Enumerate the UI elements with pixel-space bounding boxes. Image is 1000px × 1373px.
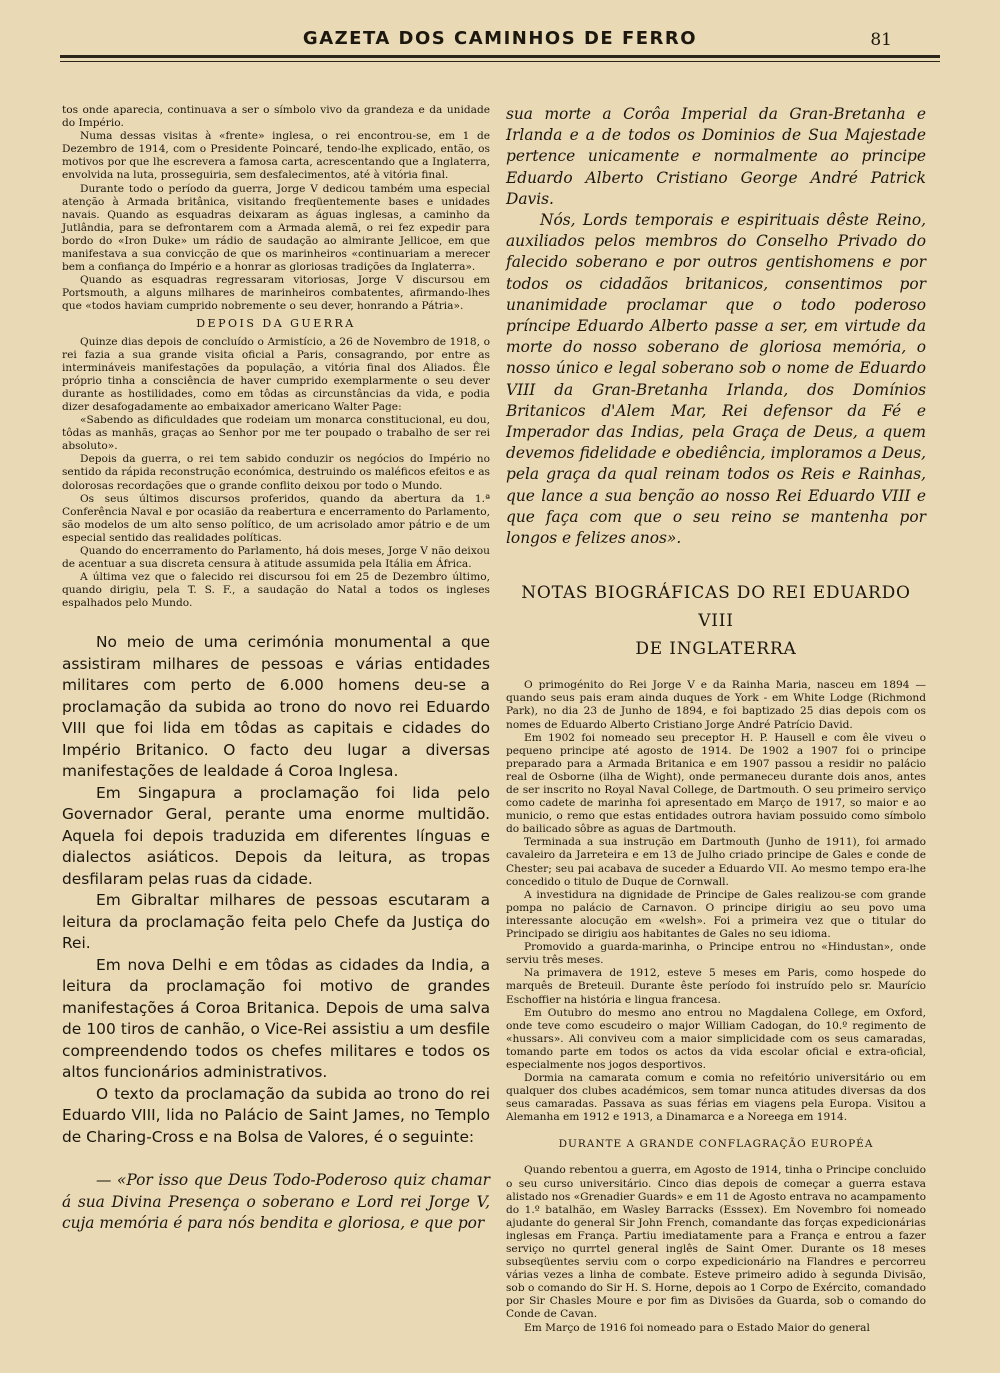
paragraph: Promovido a guarda-marinha, o Principe entrou no «Hindustan», onde serviu três meses. [506,941,926,967]
paragraph: Em Outubro do mesmo ano entrou no Magdalena College, em Oxford, onde teve como escudeiro o major William Cadogan, do 10.º regimento de «hussars». Ali conviveu com a maior simplicidade com os seus camaradas, tomando parte em todos os actos da vida escolar oficial e extra-oficial, especialmente nos jogos desportivos. [506,1006,926,1071]
header-rule [60,55,940,58]
paragraph: Em nova Delhi e em tôdas as cidades da India, a leitura da proclamação foi motivo de grandes manifestações á Coroa Britanica. Depois de uma salva de 100 tiros de canhão, o Vice-Rei assistiu a um desfile compreendendo todos os chefes militares e todos os altos funcionários administrativos. [62,955,490,1082]
paragraph: Depois da guerra, o rei tem sabido conduzir os negócios do Império no sentido da rápida reconstrução económica, destruindo os maléficos efeitos e as dolorosas recordações que o grande conflito deixou por todo o Mundo. [62,453,490,492]
paragraph: Na primavera de 1912, esteve 5 meses em Paris, como hospede do marquês de Breteuil. Durante êste período foi instruído pelo sr. Maurício Eschoffier na história e lingua francesa. [506,967,926,1006]
proclamation-text [62,1170,490,1234]
paragraph: Em Março de 1916 foi nomeado para o Estado Maior do general [524,1321,870,1334]
proclamation-quote-continued: sua morte a Corôa Imperial da Gran-Bretanha e Irlanda e a de todos os Dominios de Sua Majestade pertence unicamente e normalmente ao principe Eduardo Alberto Cristiano George André Patrick Davis. [506,105,926,208]
page-number: 81 [870,30,892,50]
paragraph: No meio de uma cerimónia monumental a que assistiram milhares de pessoas e várias entidades militares com perto de 6.000 homens deu-se a proclamação da subida ao trono do novo rei Eduardo VIII que foi lida em tôdas as capitais e cidades do Império Britanico. O facto deu lugar a diversas manifestações de lealdade á Coroa Inglesa. [62,633,490,781]
biography-title [506,579,926,663]
page-header [0,28,1000,52]
paragraph: tos onde aparecia, continuava a ser o símbolo vivo da grandeza e da unidade do Império. [62,104,490,130]
biography-title-line: NOTAS BIOGRÁFICAS DO REI EDUARDO VIII [521,583,911,632]
paragraph: Quando as esquadras regressaram vitoriosas, Jorge V discursou em Portsmouth, a alguns milhares de marinheiros combatentes, afirmando-lhes que «todos haviam cumprido nobremente o seu dever, honrando a Pátria». [62,274,490,313]
proclamation-article [62,632,490,1148]
proclamation-quote-paragraph: Nós, Lords temporais e espirituais dêste Reino, auxiliados pelos membros do Conselho Privado do falecido soberano e por outros gentishomens e por todos os cidadãos britanicos, consentimos por unanimidade proclamar que o todo poderoso príncipe Eduardo Alberto passe a ser, em virtude da morte do nosso soberano de gloriosa memória, o nosso único e legal soberano sob o nome de Eduardo VIII da Gran-Bretanha Irlanda, dos Domínios Britanicos d'Alem Mar, Rei defensor da Fé e Imperador das Indias, pela Graça de Deus, a quem devemos fidelidade e obediência, imploramos a Deus, pela graça da qual reinam todos os Reis e Rainhas, que lance a sua benção ao nosso Rei Eduardo VIII e que faça com que o seu reino se mantenha por longos e felizes anos». [506,211,926,548]
paragraph: Quando rebentou a guerra, em Agosto de 1914, tinha o Principe concluido o seu curso universitário. Cinco dias depois de começar a guerra estava alistado nos «Grenadier Guards» e em 11 de Agosto entrava no acampamento do 1.º batalhão, em Wasley Barracks (Esssex). Em Novembro foi nomeado ajudante do general Sir John French, comandante das forças expedicionárias inglesas em França. Partiu imediatamente para a França e entrou a fazer serviço no qurrtel general inglês de Saint Omer. Durante os 18 meses subseqüentes serviu com o corpo expedicionário na Flandres e percorreu várias vezes a linha de combate. Esteve primeiro adido à segunda Divisão, sob o comando do Sir H. S. Horne, depois ao 1 Corpo de Exército, comandado por Sir Chasles Moure e por fim as Divisões da Guarda, sob o comando do Conde de Cavan. [506,1164,926,1321]
paragraph: Em Singapura a proclamação foi lida pelo Governador Geral, perante uma enorme multidão. Aquela foi depois traduzida em diferentes línguas e dialectos asiáticos. Depois da leitura, as tropas desfilaram pelas ruas da cidade. [62,783,490,888]
paragraph: A última vez que o falecido rei discursou foi em 25 de Dezembro último, quando dirigiu, pela T. S. F., a saudação do Natal a todos os ingleses espalhados pelo Mundo. [62,571,490,610]
paragraph: Em 1902 foi nomeado seu preceptor H. P. Hausell e com êle viveu o pequeno principe até agosto de 1914. De 1902 a 1907 foi o principe preparado para a Armada Britanica e em 1907 passou a residir no palácio real de Osborne (ilha de Wight), onde permaneceu durante dois anos, antes de ser inscrito no Royal Naval College, de Dartmouth. O seu primeiro serviço como cadete de marinha foi apresentado em Março de 1917, so maior e ao municio, o remo que estas entidades outrora haviam possuido como símbolo do bailicado sôbre as aguas de Dartmouth. [506,731,926,836]
proclamation-text-continued [506,104,926,549]
paragraph: A investidura na dignidade de Principe de Gales realizou-se com grande pompa no palácio de Carnavon. O principe dirigiu ao seu povo uma interessante alocução em «welsh». Foi a primeira vez que o titular do Principado se dirigiu aos habitantes de Gales no seu idioma. [506,888,926,941]
king-george-article-continued [62,104,490,610]
biography-title-line: DE INGLATERRA [635,639,797,660]
paragraph: O primogénito do Rei Jorge V e da Rainha Maria, nasceu em 1894 — quando seus pais eram ainda duques de York - em White Lodge (Richmond Park), no dia 23 de Junho de 1894, e foi baptizado 25 dias depois com os nomes de Eduardo Alberto Cristiano Jorge André Patrício David. [506,679,926,731]
right-column [506,104,926,1335]
paragraph: Dormia na camarata comum e comia no refeitório universitário ou em qualquer dos clubes académicos, sem tomar nunca atitudes diversas da dos seus camaradas. Passava as suas férias em viagens pela Europa. Visitou a Alemanha em 1912 e 1913, a Dinamarca e a Noreega em 1914. [506,1072,926,1124]
paragraph: Numa dessas visitas à «frente» inglesa, o rei encontrou-se, em 1 de Dezembro de 1914, com o Presidente Poincaré, tendo-lhe explicado, então, os motivos por que lhe escrevera a famosa carta, acrescentando que a Inglaterra, envolvida na luta, prosseguiria, sem desfalecimentos, até à vitória final. [62,130,490,182]
biography-article [506,679,926,1334]
proclamation-quote-start: — «Por isso que Deus Todo-Poderoso quiz chamar á sua Divina Presença o soberano e Lord rei Jorge V, cuja memória é para nós bendita e gloriosa, e que por [62,1171,490,1232]
paragraph: Quinze dias depois de concluído o Armistício, a 26 de Novembro de 1918, o rei fazia a sua grande visita oficial a Paris, consagrando, por entre as intermináveis manifestações da população, a vitória final dos Aliados. Êle próprio tinha a consciência de haver cumprido exemplarmente o seu dever durante as hostilidades, como em tôdas as circunstâncias da vida, e podia dizer desafogadamente ao embaixador americano Walter Page: [62,335,490,413]
paragraph: Em Gibraltar milhares de pessoas escutaram a leitura da proclamação feita pelo Chefe da Justiça do Rei. [62,891,490,953]
header-rule-thin [60,61,940,62]
paragraph: O texto da proclamação da subida ao trono do rei Eduardo VIII, lida no Palácio de Saint James, no Templo de Charing-Cross e na Bolsa de Valores, é o seguinte: [62,1084,490,1146]
paragraph: Os seus últimos discursos proferidos, quando da abertura da 1.ª Conferência Naval e por ocasião da reabertura e encerramento do Parlamento, são modelos de um alto senso político, de um acrisolado amor pátrio e de um especial sentido das realidades políticas. [62,492,490,544]
paragraph: Durante todo o período da guerra, Jorge V dedicou também uma especial atenção à Armada britânica, visitando freqüentemente bases e unidades navais. Quando as esquadras deixaram as águas inglesas, a caminho da Jutlândia, para se defrontarem com a Armada alemã, o rei fez expedir para bordo do «Iron Duke» um rádio de saudação ao almirante Jellicoe, em que manifestava a sua convicção de que os marinheiros «continuariam a merecer bem a confiança do Império e a honrar as gloriosas tradições da Inglaterra». [62,182,490,274]
paragraph: Quando do encerramento do Parlamento, há dois meses, Jorge V não deixou de acentuar a sua discreta censura à atitude assumida pela Itália em África. [62,545,490,571]
publication-title: GAZETA DOS CAMINHOS DE FERRO [302,28,698,49]
paragraph: Terminada a sua instrução em Dartmouth (Junho de 1911), foi armado cavaleiro da Jarreteira e em 13 de Julho criado principe de Gales e conde de Chester; seu pai acabava de suceder a Eduardo VII. Ao mesmo tempo era-lhe concedido o titulo de Duque de Cornwall. [506,836,926,888]
paragraph: «Sabendo as dificuldades que rodeiam um monarca constitucional, eu dou, tôdas as manhãs, graças ao Senhor por me ter poupado o trabalho de ser rei absoluto». [62,414,490,453]
left-column [62,104,490,1234]
section-heading: DEPOIS DA GUERRA [196,316,356,330]
section-heading: DURANTE A GRANDE CONFLAGRAÇÃO EUROPÉA [558,1138,874,1151]
